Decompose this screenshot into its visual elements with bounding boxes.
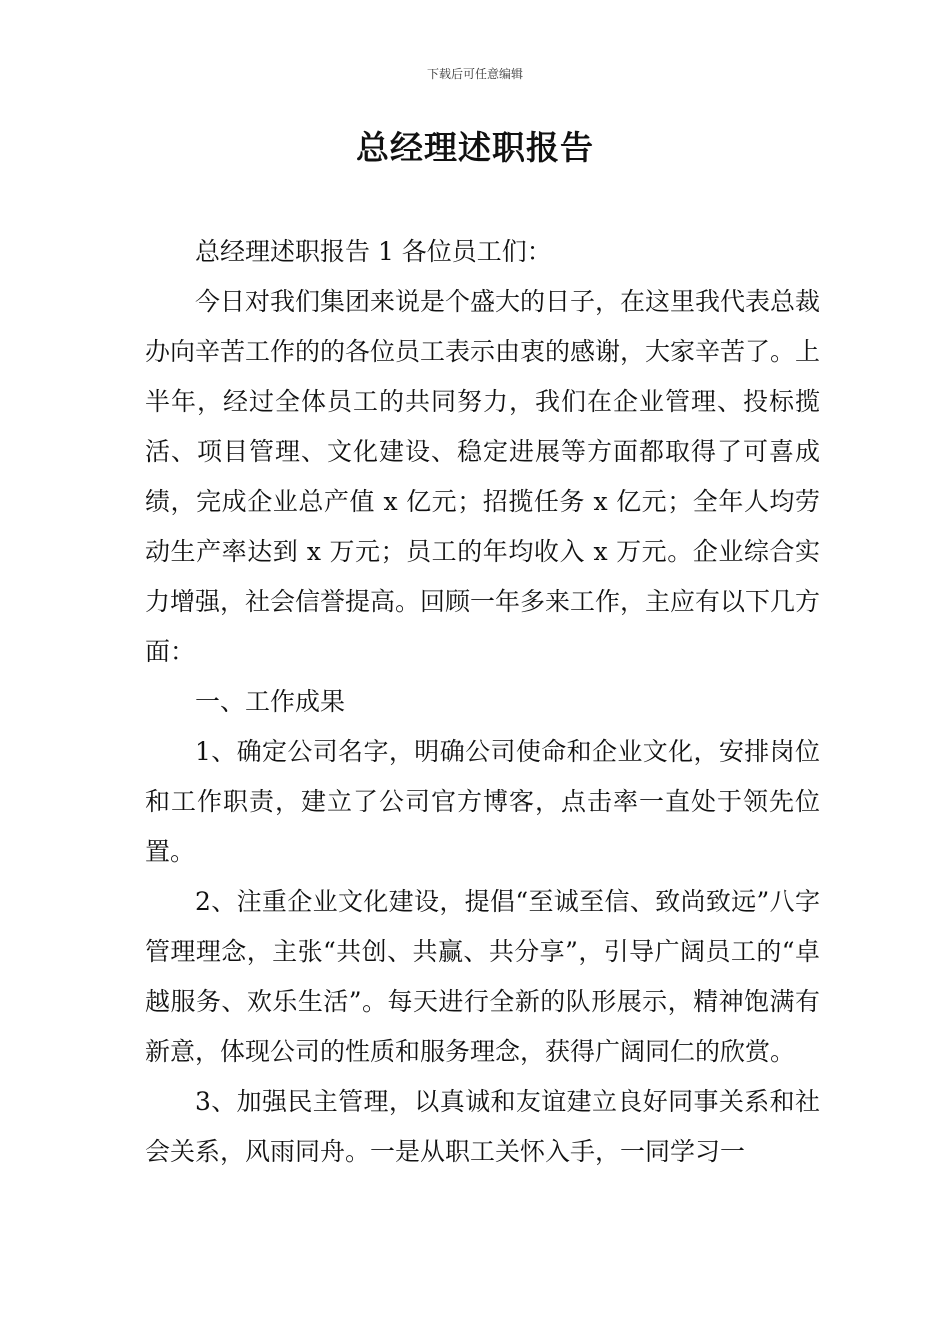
paragraph-salutation: 总经理述职报告 1 各位员工们：	[195, 237, 552, 266]
paragraph-item-2: 2、注重企业文化建设，提倡“至诚至信、致尚致远”八字管理理念，主张“共创、共赢、共分享”，引导广阔员工的“卓越服务、欢乐生活”。每天进行全新的队形展示，精神饱满有新意，体现公司的性质和服务理念，获得广阔同仁的欣赏。	[145, 887, 820, 1066]
paragraph-intro: 今日对我们集团来说是个盛大的日子，在这里我代表总裁办向辛苦工作的的各位员工表示由衷的感谢，大家辛苦了。上半年，经过全体员工的共同努力，我们在企业管理、投标揽活、项目管理、文化建设、稳定进展等方面都取得了可喜成绩，完成企业总产值 x 亿元；招揽任务 x 亿元；全年人均劳动生产率达到 x 万元；员工的年均收入 x 万元。企业综合实力增强，社会信誉提高。回顾一年多来工作，主应有以下几方面：	[145, 287, 821, 666]
header-note: 下载后可任意编辑	[426, 67, 523, 81]
paragraph-item-3: 3、加强民主管理，以真诚和友谊建立良好同事关系和社会关系，风雨同舟。一是从职工关怀入手，一同学习一	[145, 1087, 820, 1166]
document-body	[145, 227, 820, 1177]
document-title: 总经理述职报告	[356, 128, 594, 167]
section-heading-achievements: 一、工作成果	[195, 687, 346, 716]
paragraph-item-1: 1、确定公司名字，明确公司使命和企业文化，安排岗位和工作职责，建立了公司官方博客，点击率一直处于领先位置。	[145, 737, 820, 866]
